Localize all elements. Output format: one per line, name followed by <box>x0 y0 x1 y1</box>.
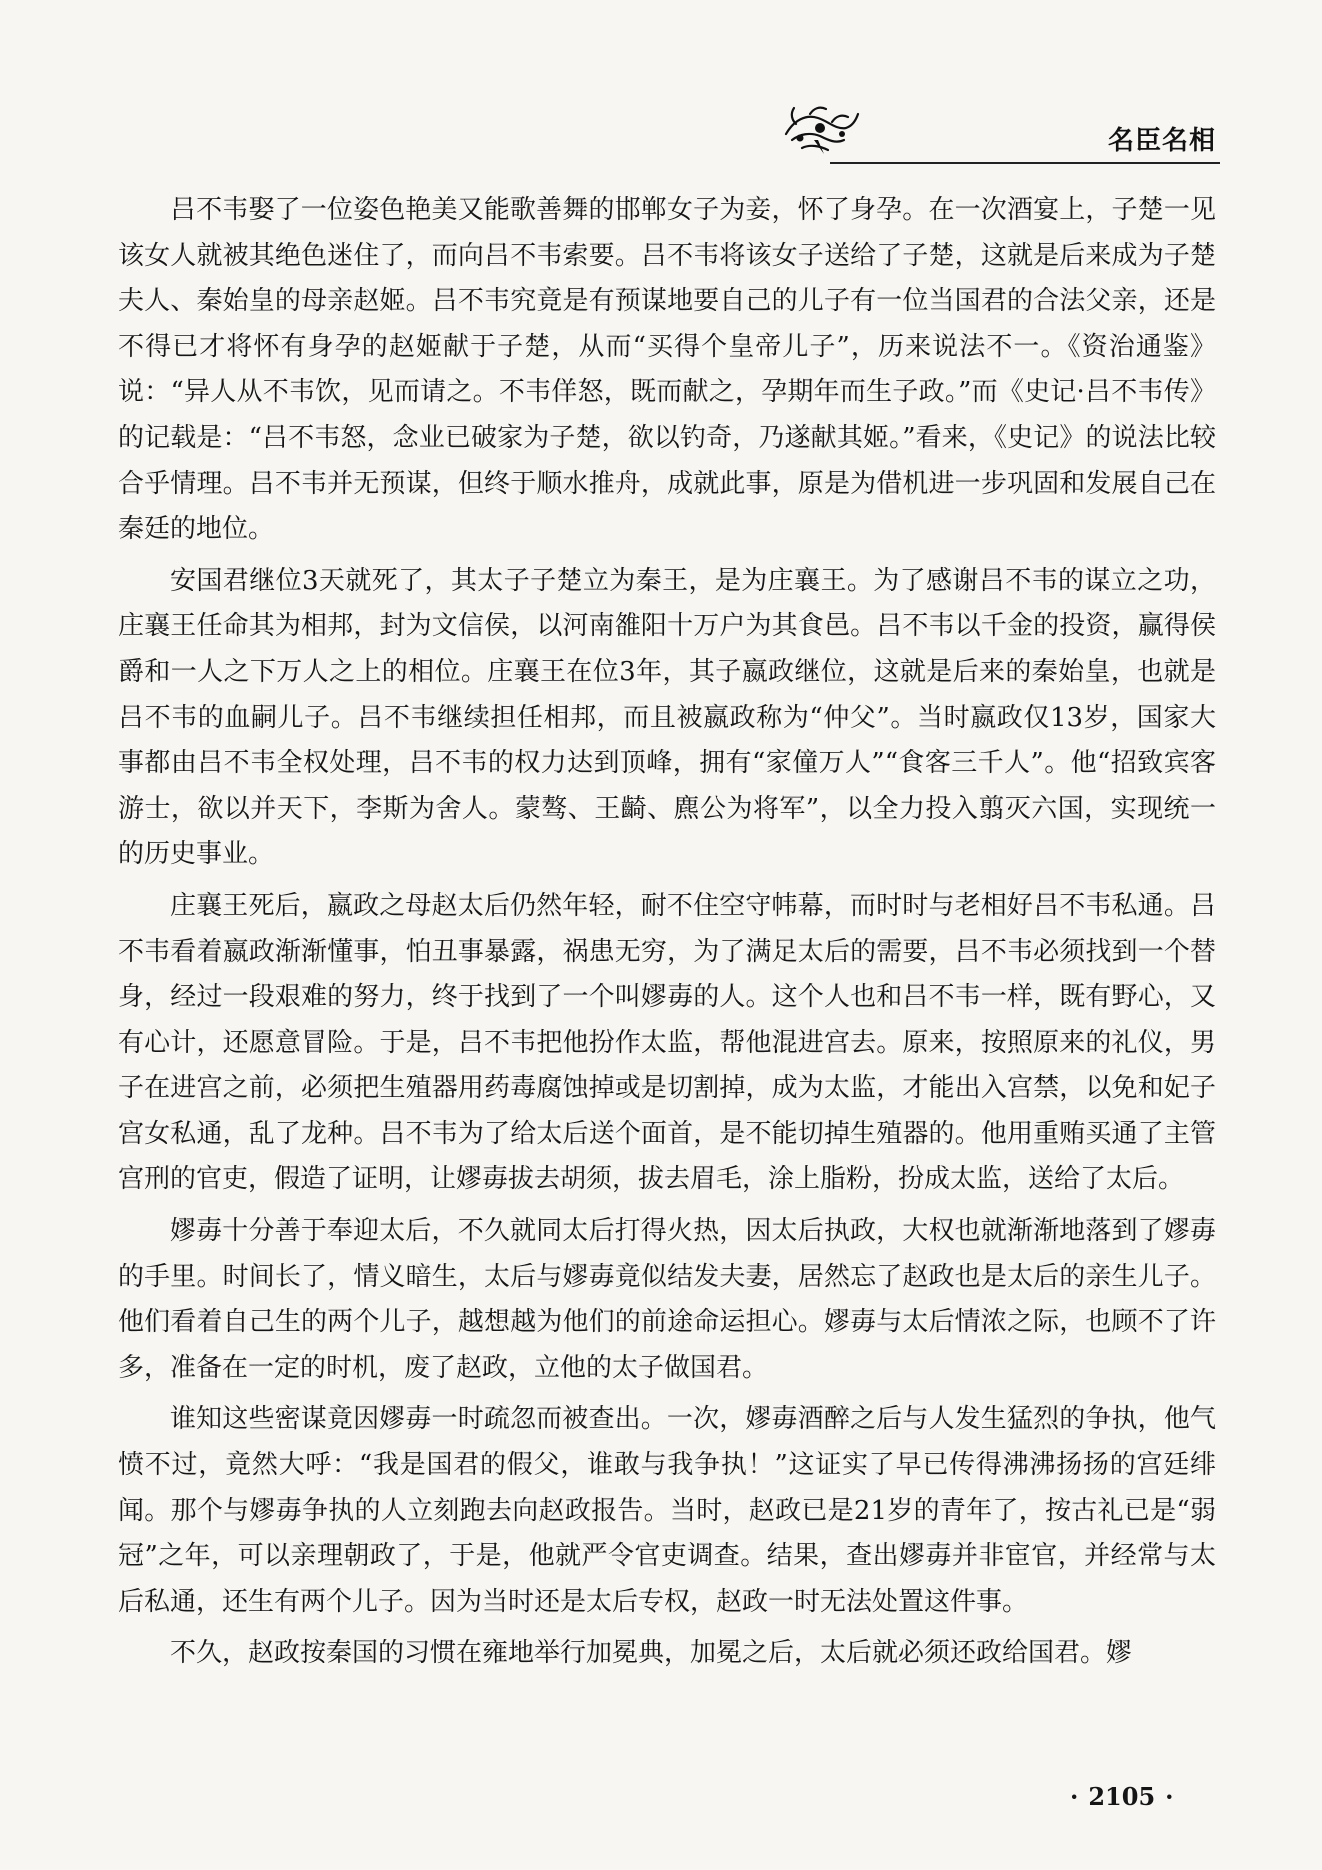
page-number <box>1060 1782 1184 1811</box>
page-header <box>780 100 1220 160</box>
header-rule <box>830 162 1220 164</box>
paragraph: 谁知这些密谋竟因嫪毐一时疏忽而被查出。一次，嫪毐酒醉之后与人发生猛烈的争执，他气愤不过，竟然大呼：“我是国君的假父，谁敢与我争执！”这证实了早已传得沸沸扬扬的宫廷绯闻。那个与嫪毐争执的人立刻跑去向赵政报告。当时，赵政已是21岁的青年了，按古礼已是“弱冠”之年，可以亲理朝政了，于是，他就严令官吏调查。结果，查出嫪毐并非宦官，并经常与太后私通，还生有两个儿子。因为当时还是太后专权，赵政一时无法处置这件事。 <box>118 1404 1216 1617</box>
paragraph: 吕不韦娶了一位姿色艳美又能歌善舞的邯郸女子为妾，怀了身孕。在一次酒宴上，子楚一见该女人就被其绝色迷住了，而向吕不韦索要。吕不韦将该女子送给了子楚，这就是后来成为子楚夫人、秦始皇的母亲赵姬。吕不韦究竟是有预谋地要自己的儿子有一位当国君的合法父亲，还是不得已才将怀有身孕的赵姬献于子楚，从而“买得个皇帝儿子”，历来说法不一。《资治通鉴》说：“异人从不韦饮，见而请之。不韦佯怒，既而献之，孕期年而生子政。”而《史记·吕不韦传》的记载是：“吕不韦怒，念业已破家为子楚，欲以钓奇，乃遂献其姬。”看来，《史记》的说法比较合乎情理。吕不韦并无预谋，但终于顺水推舟，成就此事，原是为借机进一步巩固和发展自己在秦廷的地位。 <box>118 195 1216 545</box>
page-number-dot: · <box>1070 1782 1079 1811</box>
dragon-emblem-icon <box>780 100 860 158</box>
page-number-value: 2105 <box>1088 1782 1156 1811</box>
page-number-dot: · <box>1165 1782 1174 1811</box>
paragraph: 庄襄王死后，嬴政之母赵太后仍然年轻，耐不住空守帏幕，而时时与老相好吕不韦私通。吕不韦看着嬴政渐渐懂事，怕丑事暴露，祸患无穷，为了满足太后的需要，吕不韦必须找到一个替身，经过一段艰难的努力，终于找到了一个叫嫪毐的人。这个人也和吕不韦一样，既有野心，又有心计，还愿意冒险。于是，吕不韦把他扮作太监，帮他混进宫去。原来，按照原来的礼仪，男子在进宫之前，必须把生殖器用药毒腐蚀掉或是切割掉，成为太监，才能出入宫禁，以免和妃子宫女私通，乱了龙种。吕不韦为了给太后送个面首，是不能切掉生殖器的。他用重贿买通了主管宫刑的官吏，假造了证明，让嫪毐拔去胡须，拔去眉毛，涂上脂粉，扮成太监，送给了太后。 <box>118 890 1216 1195</box>
paragraph: 不久，赵政按秦国的习惯在雍地举行加冕典，加冕之后，太后就必须还政给国君。嫪 <box>170 1638 1133 1669</box>
running-header-title: 名臣名相 <box>1107 126 1216 156</box>
body-text <box>118 188 1216 1683</box>
paragraph: 安国君继位3天就死了，其太子子楚立为秦王，是为庄襄王。为了感谢吕不韦的谋立之功，庄襄王任命其为相邦，封为文信侯，以河南雒阳十万户为其食邑。吕不韦以千金的投资，赢得侯爵和一人之下万人之上的相位。庄襄王在位3年，其子嬴政继位，这就是后来的秦始皇，也就是吕不韦的血嗣儿子。吕不韦继续担任相邦，而且被嬴政称为“仲父”。当时嬴政仅13岁，国家大事都由吕不韦全权处理，吕不韦的权力达到顶峰，拥有“家僮万人”“食客三千人”。他“招致宾客游士，欲以并天下，李斯为舍人。蒙骜、王齮、麃公为将军”，以全力投入翦灭六国，实现统一的历史事业。 <box>118 565 1216 870</box>
paragraph: 嫪毐十分善于奉迎太后，不久就同太后打得火热，因太后执政，大权也就渐渐地落到了嫪毐的手里。时间长了，情义暗生，太后与嫪毐竟似结发夫妻，居然忘了赵政也是太后的亲生儿子。他们看着自己生的两个儿子，越想越为他们的前途命运担心。嫪毐与太后情浓之际，也顾不了许多，准备在一定的时机，废了赵政，立他的太子做国君。 <box>118 1216 1216 1383</box>
